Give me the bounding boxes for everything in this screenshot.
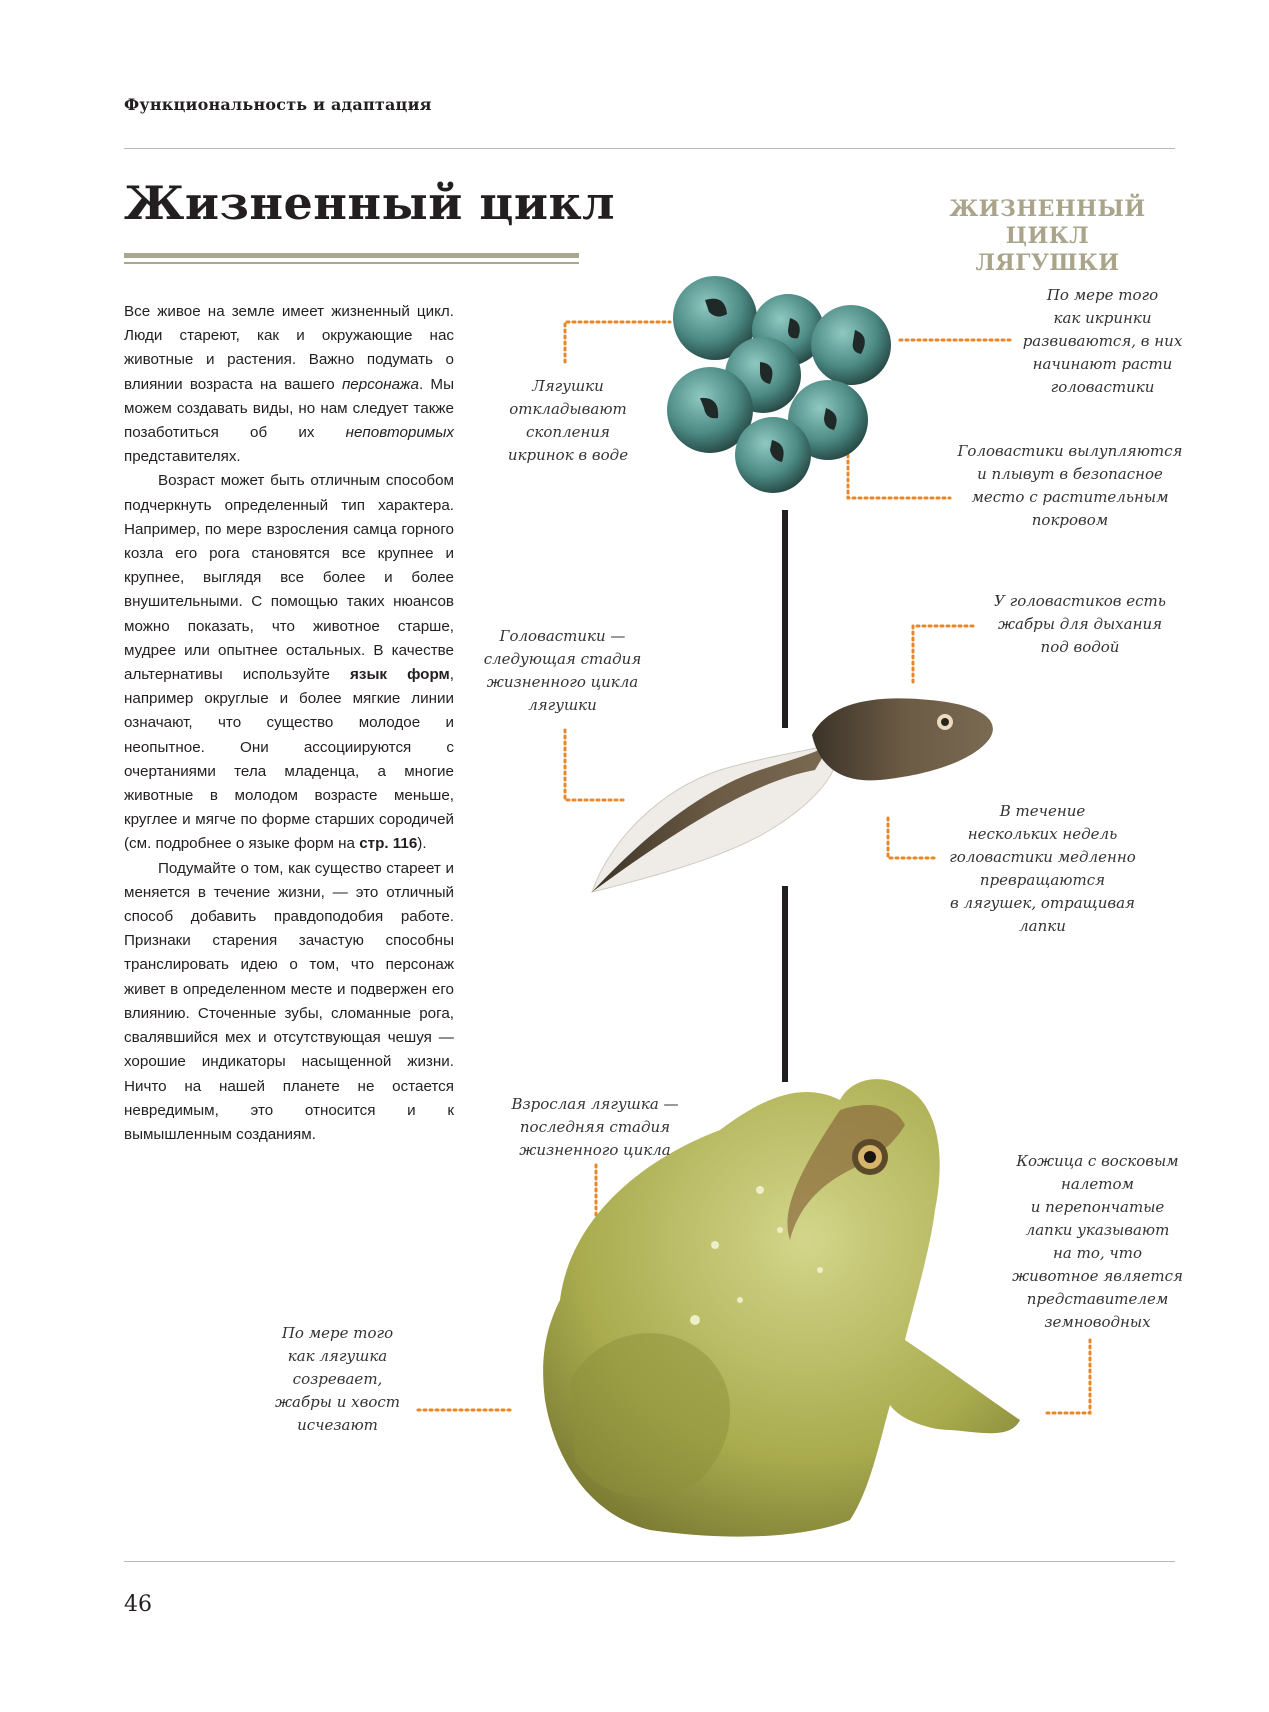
- paragraph-3: Подумайте о том, как существо стареет и меняется в течение жизни, — это отличный способ добавить правдоподобия работе. Признаки старения зачастую способны транслировать идею о том, что персонаж живет в определенном месте и подвержен его влиянию. Сточенные зубы, сломанные рога, свалявшийся мех и отсутствующая чешуя — хорошие индикаторы насыщенной жизни. Ничто на нашей планете не остается невредимым, это относится и к вымышленным созданиям.: [124, 859, 454, 1143]
- diagram-heading-line1: ЖИЗНЕННЫЙ ЦИКЛ: [949, 196, 1146, 249]
- stage-connector-1: [782, 510, 788, 728]
- paragraph-1: Все живое на земле имеет жизненный цикл. Люди стареют, как и окружающие нас животные и растения. Важно подумать о влиянии возраста на вашего персонажа. Мы можем создавать виды, но нам следует также позаботиться об их неповторимых представителях.: [124, 303, 454, 466]
- caption-eggs-right-bottom: Головастики вылупляются и плывут в безопасное место с растительным покровом: [957, 442, 1183, 529]
- leader-tadpole-right-top: [913, 626, 975, 682]
- leader-tadpole-left: [565, 730, 625, 800]
- paragraph-2: Возраст может быть отличным способом подчеркнуть определенный тип характера. Например, по мере взросления самца горного козла его рога становятся все крупнее и крупнее, выглядя все более и более внушительными. С помощью таких нюансов можно показать, что животное старше, мудрее или опытнее остальных. В качестве альтернативы используйте язык форм, например округлые и более мягкие линии означают, что существо молодое и неопытное. Они ассоциируются с очертаниями тела младенца, а многие животные в молодом возрасте меньше, круглее и мягче по форме старших сородичей (см. подробнее о языке форм на стр. 116).: [124, 472, 454, 853]
- stage-connector-2: [782, 886, 788, 1082]
- footer-divider: [124, 1561, 1175, 1562]
- caption-tadpole-right-bottom: В течение нескольких недель головастики медленно превращаются в лягушек, отращивая лапки: [949, 802, 1136, 935]
- leader-eggs-left: [565, 322, 670, 362]
- caption-tadpole-right-top: У головастиков есть жабры для дыхания под водой: [994, 592, 1166, 656]
- caption-frog-top: Взрослая лягушка — последняя стадия жизненного цикла: [511, 1095, 679, 1159]
- diagram-heading-line2: ЛЯГУШКИ: [975, 250, 1120, 276]
- tadpole-illustration: [592, 698, 993, 892]
- caption-frog-left: По мере того как лягушка созревает, жабры и хвост исчезают: [274, 1324, 400, 1434]
- caption-tadpole-left: Головастики — следующая стадия жизненного цикла лягушки: [483, 627, 642, 714]
- caption-frog-right: Кожица с восковым налетом и перепончатые лапки указывают на то, что животное является представителем земноводных: [1012, 1152, 1183, 1331]
- caption-eggs-left: Лягушки откладывают скопления икринок в воде: [507, 377, 629, 464]
- page-title: Жизненный цикл: [124, 176, 616, 230]
- leader-frog-right: [1045, 1340, 1090, 1413]
- caption-eggs-right-top: По мере того как икринки развиваются, в них начинают расти головастики: [1022, 286, 1183, 396]
- running-header: Функциональность и адаптация: [124, 95, 432, 114]
- page-number: 46: [124, 1592, 152, 1617]
- frog-eggs-illustration: [667, 276, 891, 493]
- leader-eggs-right-bottom: [848, 455, 950, 498]
- leader-tadpole-right-bottom: [888, 818, 935, 858]
